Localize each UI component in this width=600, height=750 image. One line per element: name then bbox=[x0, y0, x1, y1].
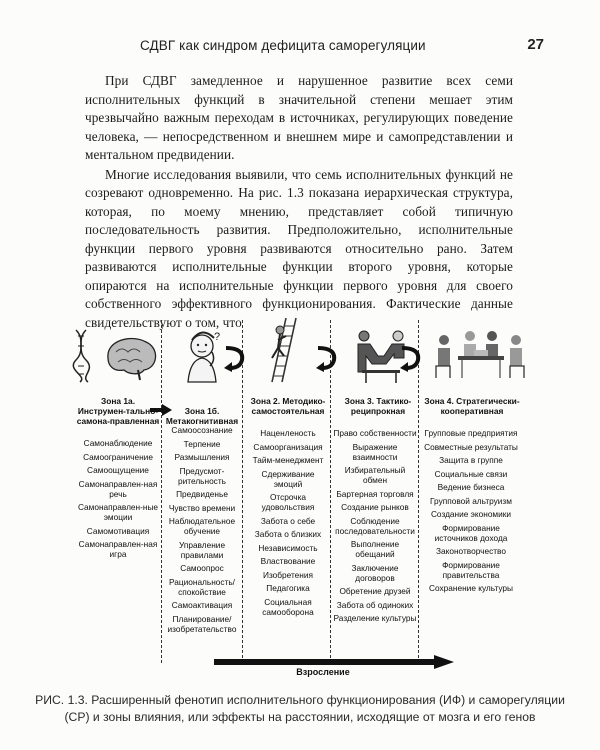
zone-4-title: Зона 4. Стратегически-кооперативная bbox=[424, 396, 520, 416]
function-item: Предвиденье bbox=[176, 489, 228, 499]
dna-brain-illustration bbox=[72, 326, 160, 384]
function-item: Сохранение культуры bbox=[429, 583, 513, 593]
function-item: Выражение взаимности bbox=[352, 441, 398, 462]
function-item: Ведение бизнеса bbox=[437, 482, 505, 492]
function-item: Самонаправлен-ная речь bbox=[78, 478, 158, 499]
figure-caption: РИС. 1.3. Расширенный фенотип исполнительного функционирования (ИФ) и саморегуляции (СР) и зоны влияния, или эффекты на расстоянии, исходящие от мозга и его генов bbox=[35, 693, 565, 724]
function-item: Самоощущение bbox=[87, 465, 149, 475]
function-item: Создание экономики bbox=[430, 509, 512, 519]
function-item: Наблюдательное обучение bbox=[168, 516, 236, 536]
function-item: Групповой альтруизм bbox=[430, 495, 512, 506]
function-item: Изобретения bbox=[262, 569, 314, 580]
function-item: Отсрочка удовольствия bbox=[261, 492, 315, 512]
function-item: Самоограничение bbox=[83, 451, 153, 462]
function-item: Социальные связи bbox=[434, 468, 508, 479]
function-item: Формирование источников дохода bbox=[434, 522, 508, 543]
function-item: Законотворчество bbox=[436, 546, 506, 556]
function-item: Предусмот-рительность bbox=[178, 465, 226, 486]
function-item: Заключение договоров bbox=[351, 562, 399, 583]
function-item: Планирование/ изобретательство bbox=[167, 613, 237, 634]
function-item: Терпение bbox=[183, 438, 221, 449]
zone-3-title: Зона 3. Тактико-реципрокная bbox=[344, 396, 412, 416]
maturation-label: Взросление bbox=[296, 667, 350, 677]
thinking-child-illustration bbox=[180, 326, 224, 384]
function-item: Размышления bbox=[174, 452, 230, 462]
zone-4-functions bbox=[420, 428, 522, 597]
paragraph: Многие исследования выявили, что семь исполнительных функций не созревают одновременно. На рис. 1.3 показана иерархическая структура, которая, по моему мнению, представляет собой типичную последовательность развития. Предположительно, исполнительные функции первого уровня развиваются относительно рано. Затем развиваются исполнительные функции второго уровня, которые опираются на исполнительные функции первого уровня для своего собственного эффективного функционирования. Фактические данные свидетельствуют о том, что bbox=[85, 166, 513, 330]
curved-arrow-icon bbox=[398, 344, 424, 372]
function-item: Выполнение обещаний bbox=[350, 539, 400, 559]
function-item: Самомотивация bbox=[86, 525, 150, 536]
paragraph: При СДВГ замедленное и нарушенное развитие всех семи исполнительных функций в значительной степени мешает этим чрезвычайно важным переходам в источниках, регулирующих поведение человека, — непосредственном и внешнем мире и самопредставлении и ментальном предвидении. bbox=[85, 73, 513, 162]
function-item: Избирательный обмен bbox=[344, 465, 406, 485]
curved-arrow-icon bbox=[314, 344, 340, 372]
function-item: Педагогика bbox=[266, 583, 310, 593]
function-item: Самоактивация bbox=[171, 600, 233, 610]
function-item: Бартерная торговля bbox=[336, 488, 414, 499]
zone-2-functions bbox=[250, 428, 326, 620]
zone-1a-title: Зона 1а. Инструмен-тально-самона-правленная bbox=[76, 396, 160, 426]
function-item: Самонаблюдение bbox=[83, 438, 153, 448]
function-item: Властвование bbox=[260, 556, 316, 566]
function-item: Независимость bbox=[258, 542, 318, 553]
zone-separator bbox=[161, 320, 162, 663]
zone-1b-title: Зона 1б. Метакогнитивная bbox=[165, 406, 239, 426]
function-item: Разделение культуры bbox=[333, 613, 417, 623]
function-item: Создание рынков bbox=[341, 502, 409, 512]
function-item: Совместные результаты bbox=[424, 441, 518, 452]
function-item: Наценленость bbox=[260, 428, 316, 438]
function-item: Забота о близких bbox=[254, 529, 322, 539]
page-number: 27 bbox=[527, 36, 544, 53]
function-item: Самоопрос bbox=[180, 563, 224, 573]
function-item: Рациональность/ спокойствие bbox=[168, 576, 235, 597]
function-item: Соблюдение последовательности bbox=[335, 515, 415, 536]
function-item: Забота о себе bbox=[260, 515, 316, 526]
function-item: Обретение друзей bbox=[339, 586, 411, 596]
function-item: Самонаправлен-ная игра bbox=[78, 539, 158, 559]
function-item: Право собственности bbox=[333, 428, 417, 438]
zone-1b-functions bbox=[164, 425, 240, 637]
function-item: Самонаправлен-ные эмоции bbox=[77, 502, 159, 522]
function-item: Сдерживание эмоций bbox=[261, 468, 315, 489]
function-item: Социальная самооборона bbox=[262, 596, 314, 617]
zone-3-functions bbox=[333, 428, 417, 627]
function-item: Самоорганизация bbox=[253, 441, 323, 452]
ladder-climber-illustration bbox=[264, 316, 310, 384]
function-item: Формирование правительства bbox=[442, 559, 500, 580]
function-item: Забота об одиноких bbox=[336, 599, 414, 610]
zone-1a-functions bbox=[76, 438, 160, 563]
function-item: Самоосознание bbox=[171, 425, 233, 435]
curved-arrow-icon bbox=[222, 344, 248, 372]
function-item: Чувство времени bbox=[168, 502, 236, 513]
function-item: Защита в группе bbox=[439, 455, 503, 465]
chapter-title: СДВГ как синдром дефицита саморегуляции bbox=[140, 38, 426, 53]
svg-text:?: ? bbox=[214, 331, 221, 343]
zone-2-title: Зона 2. Методико-самостоятельная bbox=[250, 396, 326, 416]
function-item: Управление правилами bbox=[178, 539, 226, 560]
function-item: Тайм-менеджмент bbox=[252, 455, 324, 465]
function-item: Групповые предприятия bbox=[424, 428, 518, 438]
group-cooperation-illustration bbox=[430, 326, 530, 384]
